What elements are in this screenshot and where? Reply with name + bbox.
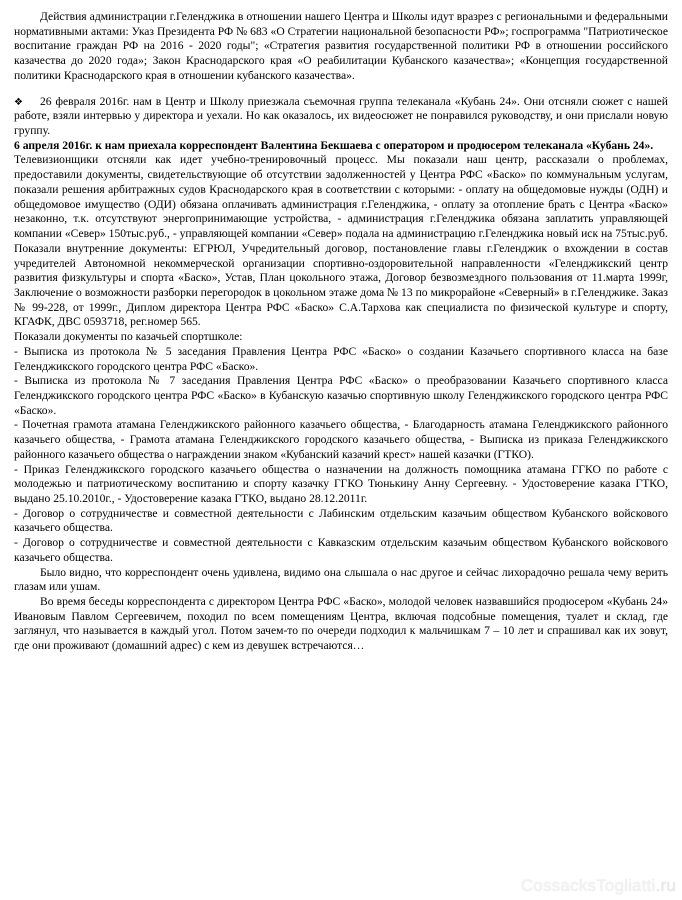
paragraph-4: Телевизионщики отсняли как идет учебно-тренировочный процесс. Мы показали наш центр, рассказали о проблемах, предоставили документы, свидетельствующие об отсутствии задолженностей у Центра РФС «Баско» по коммунальным услугам, показали решения арбитражных судов Краснодарского края в соответствии с которыми: - оплату на общедомовые нужды (ОДН) и общедомовое имущество (ОДИ) обязана оплачивать администрация г.Геленджика, - оплату за отопление брать с Центра «Баско» незаконно, т.к. отсутствуют энергопринимающие устройства, - администрация г.Геленджика обязана заплатить управляющей компании «Север» 150тыс.руб., - управляющей компании «Север» подала на администрацию г.Геленджика новый иск на 75тыс.руб. xyxy=(14,153,668,241)
paragraph-12: - Договор о сотрудничестве и совместной деятельности с Кавказским отдельским казачьим обществом Кубанского войскового казачьего общества. xyxy=(14,536,668,564)
paragraph-2-text: 26 февраля 2016г. нам в Центр и Школу приезжала съемочная группа телеканала «Кубань 24». Они отсняли сюжет с нашей работе, взяли интервью у директора и уехали. Но как оказалось, их видеосюжет не понравился руководству, и они прислали новую группу. xyxy=(14,94,668,138)
paragraph-11: - Договор о сотрудничестве и совместной деятельности с Лабинским отдельским казачьим обществом Кубанского войскового казачьего общества. xyxy=(14,506,668,535)
paragraph-3-bold: 6 апреля 2016г. к нам приехала корреспондент Валентина Бекшаева с оператором и продюсером телеканала «Кубань 24». xyxy=(14,138,654,152)
paragraph-14: Во время беседы корреспондента с директором Центра РФС «Баско», молодой человек назвавшийся продюсером «Кубань 24» Ивановым Павлом Сергеевичем, походил по всем помещениям Центра, включая подсобные помещения, туалет и склад, где заглянул, что называется в каждый угол. Потом зачем-то по очереди подходил к мальчишкам 7 – 10 лет и спрашивал как их зовут, где они проживают (домашний адрес) с кем из девушек встречаются… xyxy=(14,595,668,653)
paragraph-7: - Выписка из протокола № 5 заседания Правления Центра РФС «Баско» о создании Казачьего спортивного класса на базе Геленджикского городского центра РФС «Баско». xyxy=(14,344,668,373)
paragraph-1: Действия администрации г.Геленджика в отношении нашего Центра и Школы идут вразрез с региональными и федеральными нормативными актами: Указ Президента РФ № 683 «О Стратегии национальной безопасности РФ»; госпрограмма "Патриотическое воспитание граждан РФ на 2016 - 2020 годы"; «Стратегия развития государственной политики РФ в отношении российского казачества до 2020 года»; Закон Краснодарского края «О реабилитации Кубанского казачества»; «Концепция государственной политики Краснодарского края в отношении кубанского казачества». xyxy=(14,10,668,82)
watermark-suffix: .ru xyxy=(655,876,676,895)
bullet-icon: ❖ xyxy=(14,96,23,108)
paragraph-9: - Почетная грамота атамана Геленджикского районного казачьего общества, - Благодарность атамана Геленджикского районного казачьего общества, - Грамота атамана Геленджикского городского казачьего общества, - Выписка из приказа Геленджикского районного казачьего общества о награждении знаком «Кубанский казачий крест» нашей казачки (ГТКО). xyxy=(14,418,668,461)
paragraph-5: Показали внутренние документы: ЕГРЮЛ, Учредительный договор, постановление главы г.Геленджик о вхождении в состав учредителей Автономной некоммерческой организации спортивно-оздоровительной направленности «Геленджикский центр развития физкультуры и спорта «Баско», Устав, План цокольного этажа, Договор безвозмездного пользования от 11.марта 1999г, Заключение о возможности разборки перегородок в цокольном этаже дома № 13 по микрорайоне «Северный» в г.Геленджике. Заказ № 99-228, от 1999г., Диплом директора Центра РФС «Баско» С.А.Тархова как специалиста по физической культуре и спорту, КГАФК, ДВС 0593718, рег.номер 565. xyxy=(14,241,668,329)
paragraph-6: Показали документы по казачьей спортшколе: xyxy=(14,330,243,344)
watermark xyxy=(521,876,676,896)
paragraph-2-bulleted xyxy=(14,95,668,139)
paragraph-8: - Выписка из протокола № 7 заседания Правления Центра РФС «Баско» о преобразовании Казачьего спортивного класса Геленджикского городского центра РФС «Баско» в Кубанскую казачью спортивную школу Геленджикского городского центра РФС «Баско». xyxy=(14,374,668,417)
paragraph-13: Было видно, что корреспондент очень удивлена, видимо она слышала о нас другое и сейчас лихорадочно решала чему верить глазам или ушам. xyxy=(14,565,668,594)
watermark-main: CossacksTogliatti xyxy=(520,876,656,895)
paragraph-spacer xyxy=(14,84,668,95)
paragraph-10: - Приказ Геленджикского городского казачьего общества о назначении на должность помощника атамана ГГКО по работе с молодежью и патриотическому воспитанию и спорту казачку ГГКО Тюнькину Анну Сергеевну. - Удостоверение казака ГТКО, выдано 25.10.2010г., - Удостоверение казака ГТКО, выдано 28.12.2011г. xyxy=(14,462,668,505)
